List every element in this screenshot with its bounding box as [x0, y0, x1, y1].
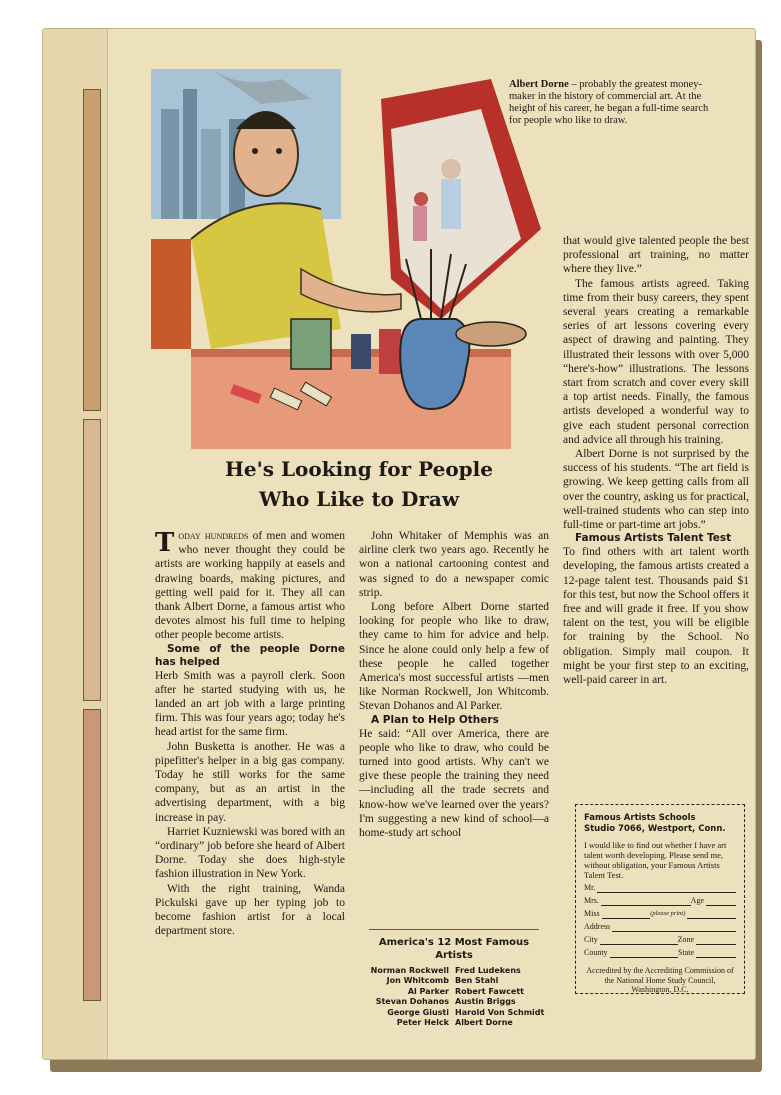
- accreditation-note: Accredited by the Accrediting Commission of the National Home Study Council, Washington, D.C.: [586, 966, 734, 994]
- coupon-address: Studio 7066, Westport, Conn.: [584, 823, 726, 834]
- artist-name: Ben Stahl: [455, 976, 499, 986]
- coupon-body: I would like to find out whether I have art talent worth developing. Please send me, without obligation, your Famous Artists Talent Test.: [584, 840, 727, 880]
- lead-smallcaps: oday hundreds: [178, 530, 249, 542]
- artist-name: Al Parker: [407, 986, 449, 996]
- spine-strip: [83, 709, 101, 1001]
- article-column-2: [359, 529, 549, 840]
- mail-coupon[interactable]: [575, 804, 745, 994]
- caption-name: Albert Dorne: [509, 79, 569, 90]
- field-label: Mr.: [584, 883, 596, 892]
- paragraph: The famous artists agreed. Taking time from their busy careers, they spent several years creating a remarkable series of art lessons covering every aspect of drawing and painting. They illustrated their lessons with over 5,000 “here's-how” illustrations. The lessons start from scratch and cover every skill a top artist needs. Finally, the famous artists developed a wonderful way to give each student personal correction and advice all through his training.: [563, 277, 749, 446]
- paragraph: Albert Dorne is not surprised by the success of his students. “The art field is growing. We keep getting calls from all over the country, asking us for practical, well-trained students who can step into full-time or part-time art jobs.”: [563, 448, 749, 532]
- field-label: Zone: [677, 935, 694, 944]
- artist-name: Norman Rockwell: [370, 966, 449, 975]
- spine-strip: [83, 419, 101, 701]
- field-label: Mrs.: [584, 896, 599, 905]
- paragraph: John Whitaker of Memphis was an airline clerk two years ago. Recently he won a national cartooning contest and was signed to do a newspaper comic strip.: [359, 530, 549, 599]
- field-label: Age: [690, 896, 704, 905]
- field-line[interactable]: [610, 949, 678, 958]
- coupon-miss-field[interactable]: [584, 909, 736, 919]
- artist-name: Jon Whitcomb: [386, 976, 449, 986]
- artist-name: Fred Ludekens: [455, 966, 521, 975]
- coupon-mrs-field[interactable]: [584, 896, 736, 906]
- artist-name: Harold Von Schmidt: [455, 1007, 545, 1017]
- subhead: Famous Artists Talent Test: [575, 532, 732, 545]
- paragraph: Long before Albert Dorne started looking for people who like to draw, they came to him for advice and help. Since he alone could only help a few of these people he called together America's most successful artists —men like Norman Rockwell, Jon Whitcomb. Stevan Dohanos and Al Parker.: [359, 601, 549, 713]
- ad-content: [109, 29, 755, 1059]
- headline: [179, 454, 539, 514]
- article-column-3: [563, 234, 749, 687]
- artist-name: Peter Helck: [396, 1018, 449, 1028]
- headline-line2: Who Like to Draw: [258, 487, 460, 511]
- paragraph: [155, 529, 345, 643]
- caption-text: – probably the greatest money-maker in the history of commercial art. At the height of his career, he began a full-time search for people who like to draw.: [509, 79, 709, 126]
- paragraph: To find others with art talent worth developing, the famous artists created a 12-page talent test. Thousands paid $1 for this test, but now the School offers it free and will grade it free. If you show talent on the test, you will be eligible for training by the School. No obligation. Simply mail coupon. It might be your first step to an exciting, well-paid career in art.: [563, 546, 749, 687]
- article-column-1: [155, 529, 345, 938]
- coupon-city-field[interactable]: [584, 935, 736, 945]
- field-line[interactable]: [696, 949, 736, 958]
- paragraph-text: of men and women who never thought they could be artists are working happily at easels and drawing boards, making pictures, and getting well paid for it. They all can thank Albert Dorne, a famous artist who devotes almost his full time to helping other people become artists.: [155, 530, 345, 642]
- illustration-caption: [509, 79, 719, 127]
- paragraph: that would give talented people the best professional art training, no matter where they live.”: [563, 235, 749, 276]
- artist-drawing-image: [151, 69, 541, 449]
- subhead: A Plan to Help Others: [371, 713, 499, 726]
- spine-strip: [83, 89, 101, 411]
- comic-back-page: [42, 28, 756, 1060]
- artist-name: Albert Dorne: [455, 1018, 513, 1028]
- field-label: County: [584, 948, 608, 957]
- coupon-name-field[interactable]: [584, 883, 736, 893]
- albert-dorne-illustration: [151, 69, 541, 449]
- paragraph: Herb Smith was a payroll clerk. Soon after he started studying with us, he landed an art job with a large printing firm. This was four years ago; today he's head artist for the same firm.: [155, 669, 345, 739]
- field-line[interactable]: [612, 923, 736, 932]
- artist-name: George Giusti: [387, 1007, 449, 1017]
- paragraph: John Busketta is another. He was a pipefitter's helper in a big gas company. Today he still works for the same company, but as an artist in the advertising department, with a big increase in pay.: [155, 740, 345, 824]
- field-line[interactable]: [687, 910, 736, 919]
- field-line[interactable]: [602, 910, 651, 919]
- drop-cap: T: [155, 528, 175, 558]
- artist-name: Austin Briggs: [455, 997, 516, 1007]
- divider: [369, 929, 539, 930]
- artist-name: Robert Fawcett: [455, 986, 524, 996]
- field-line[interactable]: [597, 884, 736, 893]
- page-spine: [43, 29, 108, 1059]
- coupon-address-field[interactable]: [584, 922, 736, 932]
- field-label: Miss: [584, 909, 600, 918]
- paragraph: He said: “All over America, there are people who like to draw, who could be turned into good artists. Why can't we give these people the training they need—including all the trade secrets and know-how we've learned over the years? I'm suggesting a new kind of school—a home-study art school: [359, 727, 549, 840]
- famous-artists-list: [359, 929, 549, 1028]
- field-label: City: [584, 935, 598, 944]
- artists-list-title: America's 12 Most Famous Artists: [378, 937, 530, 961]
- field-line[interactable]: [696, 936, 736, 945]
- artists-grid: [359, 966, 549, 1028]
- paragraph: With the right training, Wanda Pickulski gave up her typing job to become fashion artist for a local department store.: [155, 882, 345, 938]
- coupon-title: Famous Artists Schools: [584, 813, 696, 823]
- subhead: Some of the people Dorne has helped: [155, 642, 345, 668]
- paragraph: Harriet Kuzniewski was bored with an “ordinary” job before she heard of Albert Dorne. Today she does high-style fashion illustration in New York.: [155, 825, 345, 881]
- headline-line1: He's Looking for People: [225, 457, 493, 481]
- artist-name: Stevan Dohanos: [375, 997, 449, 1007]
- coupon-county-field[interactable]: [584, 948, 736, 958]
- field-label: State: [678, 948, 694, 957]
- field-label: Address: [584, 922, 611, 931]
- field-line[interactable]: [600, 936, 678, 945]
- please-print-note: (please print): [650, 910, 686, 917]
- field-line[interactable]: [601, 897, 691, 906]
- field-line[interactable]: [706, 897, 736, 906]
